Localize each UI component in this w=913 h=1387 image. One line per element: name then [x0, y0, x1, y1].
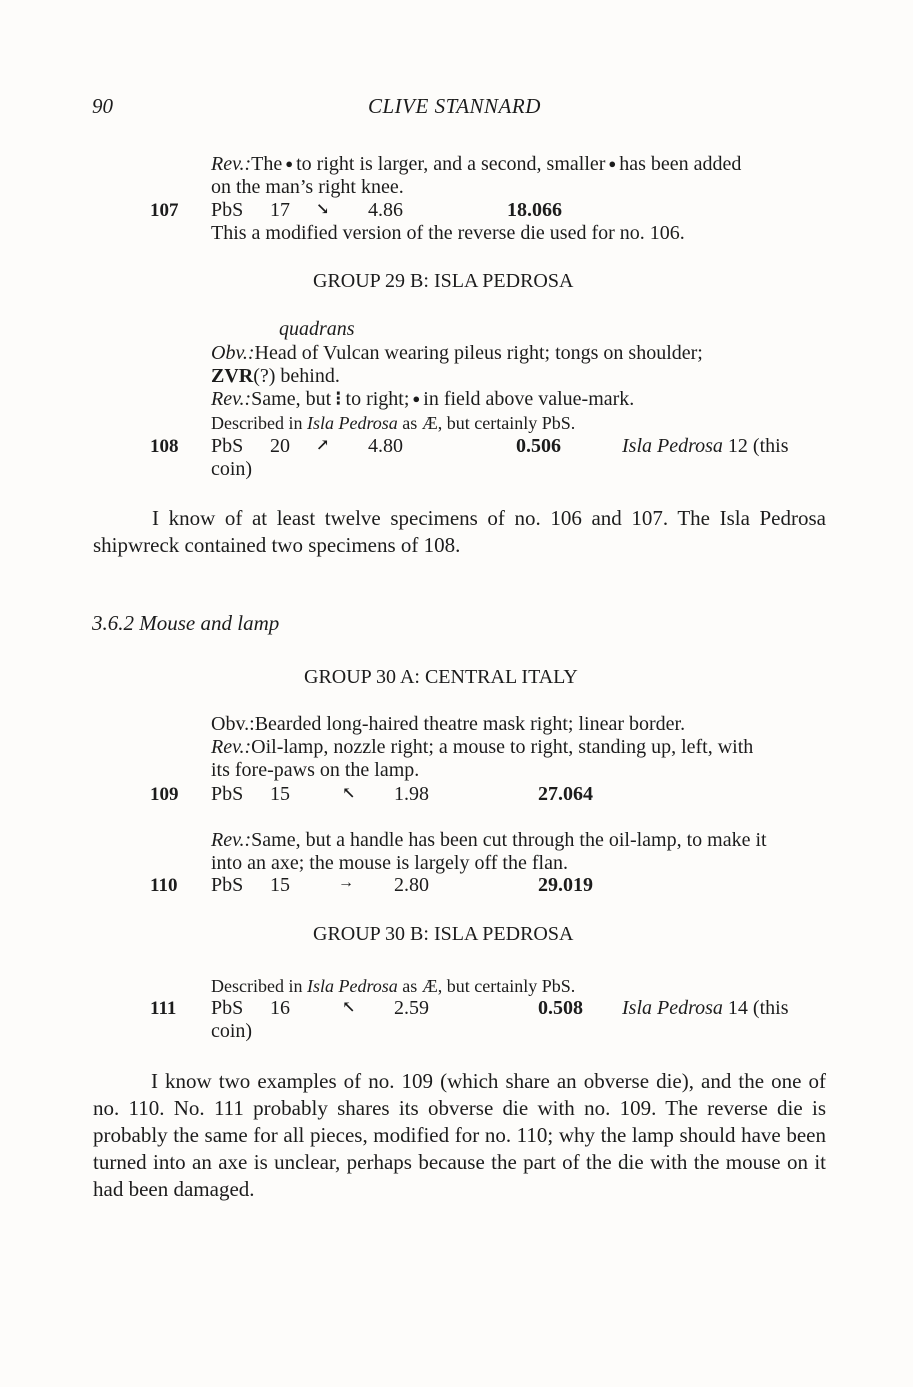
rev-text: to right is larger, and a second, smaller — [296, 153, 606, 175]
denomination: quadrans — [279, 318, 355, 340]
obv-label: Obv.: — [211, 342, 255, 364]
group-heading: GROUP 30 B: ISLA PEDROSA — [313, 923, 574, 945]
entry-weight: 4.80 — [368, 435, 403, 457]
rev-label: Rev.: — [211, 736, 252, 758]
entry-note: This a modified version of the reverse die used for no. 106. — [211, 222, 685, 244]
rev-text: Same, but a handle has been cut through the oil-lamp, to make it — [251, 829, 767, 851]
body-paragraph — [93, 1068, 826, 1203]
three-pellets-icon: ⁝ — [335, 388, 342, 410]
rev-description-line2: on the man’s right knee. — [211, 176, 404, 198]
paragraph-text: I know of at least twelve specimens of no. 106 and 107. The Isla Pedrosa shipwreck contained two specimens of 108. — [93, 506, 826, 557]
entry-source — [622, 435, 788, 458]
entry-size: 17 — [270, 199, 290, 221]
rev-description-line2: into an axe; the mouse is largely off the flan. — [211, 852, 568, 874]
die-axis-arrow-icon: → — [338, 874, 354, 891]
section-number: 3.6.2 — [92, 611, 134, 635]
cited-title: Isla Pedrosa — [622, 435, 723, 457]
rev-text: to right; — [345, 388, 410, 410]
entry-weight: 2.80 — [394, 874, 429, 896]
note-text: as Æ, but certainly PbS. — [402, 413, 576, 433]
note-text: as Æ, but certainly PbS. — [402, 976, 576, 996]
described-note — [211, 976, 575, 997]
entry-weight: 4.86 — [368, 199, 403, 221]
rev-description — [211, 736, 753, 759]
obv-description: Obv.:Bearded long-haired theatre mask right; linear border. — [211, 713, 686, 735]
note-text: Described in — [211, 413, 303, 433]
entry-number: 107 — [150, 200, 179, 221]
obv-description-line2 — [211, 365, 340, 388]
entry-number: 110 — [150, 875, 178, 896]
entry-metal: PbS — [211, 874, 244, 896]
cited-title: Isla Pedrosa — [306, 976, 398, 996]
entry-size: 20 — [270, 435, 290, 457]
entry-reference: 18.066 — [507, 199, 562, 221]
die-axis-arrow-icon: ↘ — [316, 201, 330, 218]
entry-metal: PbS — [211, 783, 244, 805]
paragraph-text: I know two examples of no. 109 (which share an obverse die), and the one of no. 110. No. 111 probably shares its obverse die with no. 109. The reverse die is probably the same for all pieces, modified for no. 110; why the lamp should have been turned into an axe is unclear, perhaps because the part of the die with the mouse on it had been damaged. — [93, 1069, 826, 1201]
described-note — [211, 413, 575, 434]
entry-metal: PbS — [211, 435, 244, 457]
source-text: 12 (this — [727, 435, 789, 457]
obv-description — [211, 342, 703, 365]
entry-size: 16 — [270, 997, 290, 1019]
entry-number: 108 — [150, 436, 179, 457]
source-text: 14 (this — [727, 997, 789, 1019]
rev-text: Oil-lamp, nozzle right; a mouse to right, standing up, left, with — [251, 736, 754, 758]
cited-title: Isla Pedrosa — [622, 997, 723, 1019]
entry-source-line2: coin) — [211, 1020, 253, 1042]
pellet-icon: ● — [285, 156, 294, 171]
legend-text: ZVR — [211, 365, 254, 387]
section-title: Mouse and lamp — [139, 611, 280, 635]
page-number: 90 — [92, 94, 113, 118]
entry-reference: 29.019 — [538, 874, 593, 896]
rev-text: has been added — [619, 153, 742, 175]
die-axis-arrow-icon: ↖ — [342, 999, 356, 1016]
entry-number: 109 — [150, 784, 179, 805]
entry-metal: PbS — [211, 199, 244, 221]
rev-description — [211, 388, 634, 412]
section-heading — [92, 610, 279, 637]
entry-size: 15 — [270, 874, 290, 896]
pellet-icon: ● — [608, 156, 617, 171]
running-title: CLIVE STANNARD — [368, 94, 541, 118]
entry-number: 111 — [150, 998, 177, 1019]
rev-text: The — [251, 153, 283, 175]
cited-title: Isla Pedrosa — [306, 413, 398, 433]
rev-description-106 — [211, 153, 741, 177]
entry-weight: 2.59 — [394, 997, 429, 1019]
group-heading: GROUP 30 A: CENTRAL ITALY — [304, 666, 578, 688]
rev-label: Rev.: — [211, 388, 252, 410]
rev-description-line2: its fore-paws on the lamp. — [211, 759, 420, 781]
rev-label: Rev.: — [211, 153, 252, 175]
entry-metal: PbS — [211, 997, 244, 1019]
rev-text: Same, but — [251, 388, 332, 410]
rev-text: in field above value-mark. — [423, 388, 635, 410]
entry-reference: 0.506 — [516, 435, 561, 457]
entry-source-line2: coin) — [211, 458, 253, 480]
rev-label: Rev.: — [211, 829, 252, 851]
rev-description — [211, 829, 767, 852]
obv-text: (?) behind. — [253, 365, 340, 387]
entry-source — [622, 997, 788, 1020]
die-axis-arrow-icon: ↗ — [316, 437, 330, 454]
entry-reference: 0.508 — [538, 997, 583, 1019]
entry-weight: 1.98 — [394, 783, 429, 805]
pellet-icon: ● — [412, 391, 421, 406]
entry-reference: 27.064 — [538, 783, 593, 805]
die-axis-arrow-icon: ↖ — [342, 785, 356, 802]
group-heading: GROUP 29 B: ISLA PEDROSA — [313, 270, 574, 292]
obv-text: Head of Vulcan wearing pileus right; tongs on shoulder; — [254, 342, 703, 364]
body-paragraph — [93, 505, 826, 559]
note-text: Described in — [211, 976, 303, 996]
entry-size: 15 — [270, 783, 290, 805]
